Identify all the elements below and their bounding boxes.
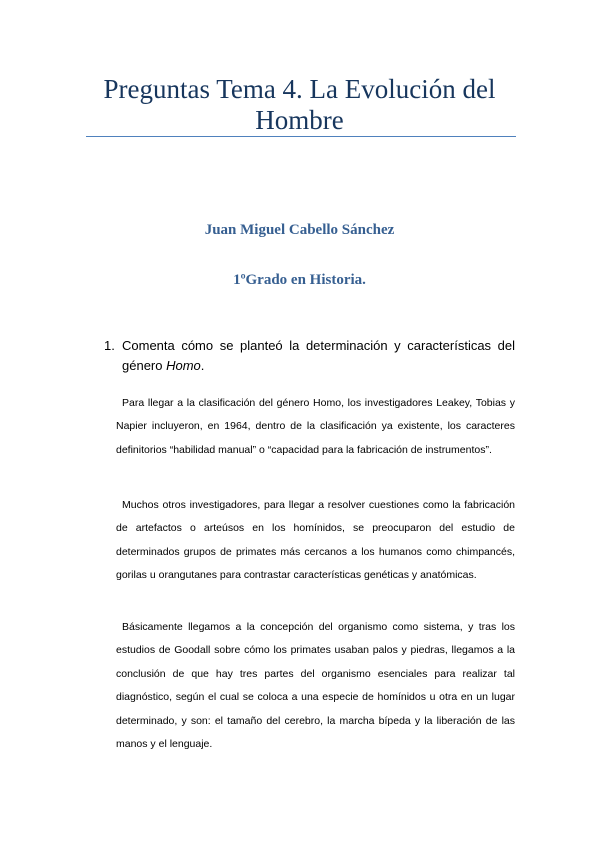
question-number: 1. — [104, 338, 115, 353]
question-text — [106, 336, 515, 376]
answer-paragraph-2: Muchos otros investigadores, para llegar a resolver cuestiones como la fabricación de artefactos o arteúsos en los homínidos, se preocuparon del estudio de determinados grupos de primates más cercanos a los humanos como chimpancés, gorilas u orangutanes para contrastar características genéticas y anatómicas. — [116, 498, 515, 581]
question-1-heading — [106, 336, 515, 376]
document-title: Preguntas Tema 4. La Evolución del Hombre — [103, 74, 496, 135]
author-name: Juan Miguel Cabello Sánchez — [204, 222, 395, 238]
question-text-end: . — [200, 358, 205, 373]
answer-paragraph-1: Para llegar a la clasificación del género Homo, los investigadores Leakey, Tobias y Napier incluyeron, en 1964, dentro de la clasificación ya existente, los caracteres definitorios “habilidad manual” o “capacidad para la fabricación de instrumentos”. — [116, 396, 515, 456]
answer-paragraph-3: Básicamente llegamos a la concepción del organismo como sistema, y tras los estudios de Goodall sobre cómo los primates usaban palos y piedras, llegamos a la conclusión de que hay tres partes del organismo esenciales para realizar tal diagnóstico, según el cual se coloca a una especie de homínidos u otra en un lugar determinado, y son: el tamaño del cerebro, la marcha bípeda y la liberación de las manos y el lenguaje. — [116, 620, 515, 750]
degree-label: 1ºGrado en Historia. — [233, 272, 366, 288]
question-text-italic: Homo — [166, 358, 201, 373]
title-underline — [86, 136, 516, 137]
question-text-main: Comenta cómo se planteó la determinación y características del género — [122, 338, 515, 373]
